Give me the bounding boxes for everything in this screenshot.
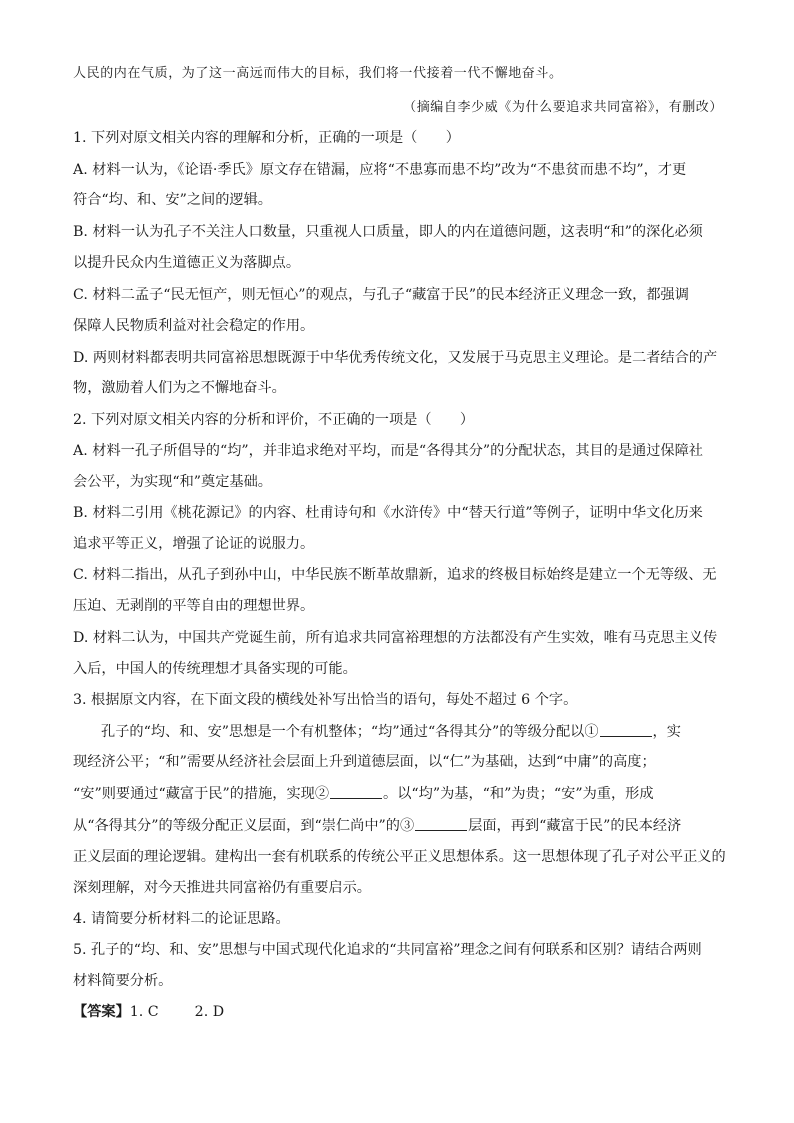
q3-passage-text: ，实	[652, 724, 681, 740]
q1-option-c-line2: 保障人民物质利益对社会稳定的作用。	[73, 318, 315, 334]
q3-stem: 3. 根据原文内容，在下面文段的横线处补写出恰当的语句，每处不超过 6 个字。	[73, 692, 578, 708]
q2-option-a-line2: 会公平，为实现“和”奠定基础。	[73, 474, 272, 490]
quote-source: （摘编自李少威《为什么要追求共同富裕》，有删改）	[403, 100, 723, 115]
q2-option-c-line1: C. 材料二指出，从孔子到孙中山，中华民族不断革故鼎新，追求的终极目标始终是建立一个无等级、无	[73, 567, 717, 583]
q2-option-a-line1: A. 材料一孔子所倡导的“均”，并非追求绝对平均，而是“各得其分”的分配状态，其目的是通过保障社	[73, 443, 703, 459]
q3-passage-line3	[73, 784, 723, 804]
answer-line	[73, 1002, 723, 1022]
q3-passage-line2: 现经济公平；“和”需要从经济社会层面上升到道德层面，以“仁”为基础，达到“中庸”的高度；	[73, 754, 656, 770]
q1-option-a-line1: A. 材料一认为，《论语·季氏》原文存在错漏，应将“不患寡而患不均”改为“不患贫而患不均”，才更	[73, 162, 687, 178]
q5-stem-line2: 材料简要分析。	[73, 973, 173, 989]
q1-option-c-line1: C. 材料二孟子“民无恒产，则无恒心”的观点，与孔子“藏富于民”的民本经济正义理念一致，都强调	[73, 287, 689, 303]
q3-passage-text: 从“各得其分”的等级分配正义层面，到“崇仁尚中”的③	[73, 818, 415, 834]
fill-blank-1[interactable]	[600, 722, 652, 737]
q2-option-b-line1: B. 材料二引用《桃花源记》的内容、杜甫诗句和《水浒传》中“替天行道”等例子，证明中华文化历来	[73, 505, 703, 521]
q3-passage-line6: 深刻理解，对今天推进共同富裕仍有重要启示。	[73, 880, 371, 896]
q1-option-d-line1: D. 两则材料都表明共同富裕思想既源于中华优秀传统文化，又发展于马克思主义理论。是二者结合的产	[73, 350, 718, 366]
q2-option-d-line2: 入后，中国人的传统理想才具备实现的可能。	[73, 661, 357, 677]
q2-stem: 2. 下列对原文相关内容的分析和评价，不正确的一项是（ ）	[73, 412, 475, 428]
q3-passage-text: 层面，再到“藏富于民”的民本经济	[468, 818, 682, 834]
q2-option-d-line1: D. 材料二认为，中国共产党诞生前，所有追求共同富裕理想的方法都没有产生实效，唯有马克思主义传	[73, 630, 718, 646]
q3-passage-text: 。以“均”为基，“和”为贵；“安”为重，形成	[383, 786, 654, 802]
answer-2: 2. D	[194, 1004, 225, 1020]
q1-option-b-line1: B. 材料一认为孔子不关注人口数量，只重视人口质量，即人的内在道德问题，这表明“和”的深化必须	[73, 224, 703, 240]
q5-stem-line1: 5. 孔子的“均、和、安”思想与中国式现代化追求的“共同富裕”理念之间有何联系和区别？请结合两则	[73, 942, 702, 958]
q1-option-d-line2: 物，激励着人们为之不懈地奋斗。	[73, 380, 286, 396]
q3-passage-line1	[73, 722, 751, 742]
q1-option-b-line2: 以提升民众内生道德正义为落脚点。	[73, 255, 301, 271]
q2-option-c-line2: 压迫、无剥削的平等自由的理想世界。	[73, 598, 315, 614]
q4-stem: 4. 请简要分析材料二的论证思路。	[73, 911, 290, 927]
fill-blank-3[interactable]	[415, 816, 467, 831]
fill-blank-2[interactable]	[330, 784, 382, 799]
q2-option-b-line2: 追求平等正义，增强了论证的说服力。	[73, 536, 315, 552]
q1-stem: 1. 下列对原文相关内容的理解和分析，正确的一项是（ ）	[73, 130, 460, 146]
answer-1: 1. C	[129, 1004, 159, 1020]
q3-passage-text: “安”则要通过“藏富于民”的措施，实现②	[73, 786, 330, 802]
q3-passage-text: 孔子的“均、和、安”思想是一个有机整体；“均”通过“各得其分”的等级分配以①	[101, 724, 599, 740]
quote-line: 人民的内在气质，为了这一高远而伟大的目标，我们将一代接着一代不懈地奋斗。	[73, 66, 563, 81]
q1-option-a-line2: 符合“均、和、安”之间的逻辑。	[73, 192, 272, 208]
q3-passage-line5: 正义层面的理论逻辑。建构出一套有机联系的传统公平正义思想体系。这一思想体现了孔子对公平正义的	[73, 849, 726, 865]
q3-passage-line4	[73, 816, 723, 836]
answer-label: 【答案】	[73, 1004, 130, 1020]
